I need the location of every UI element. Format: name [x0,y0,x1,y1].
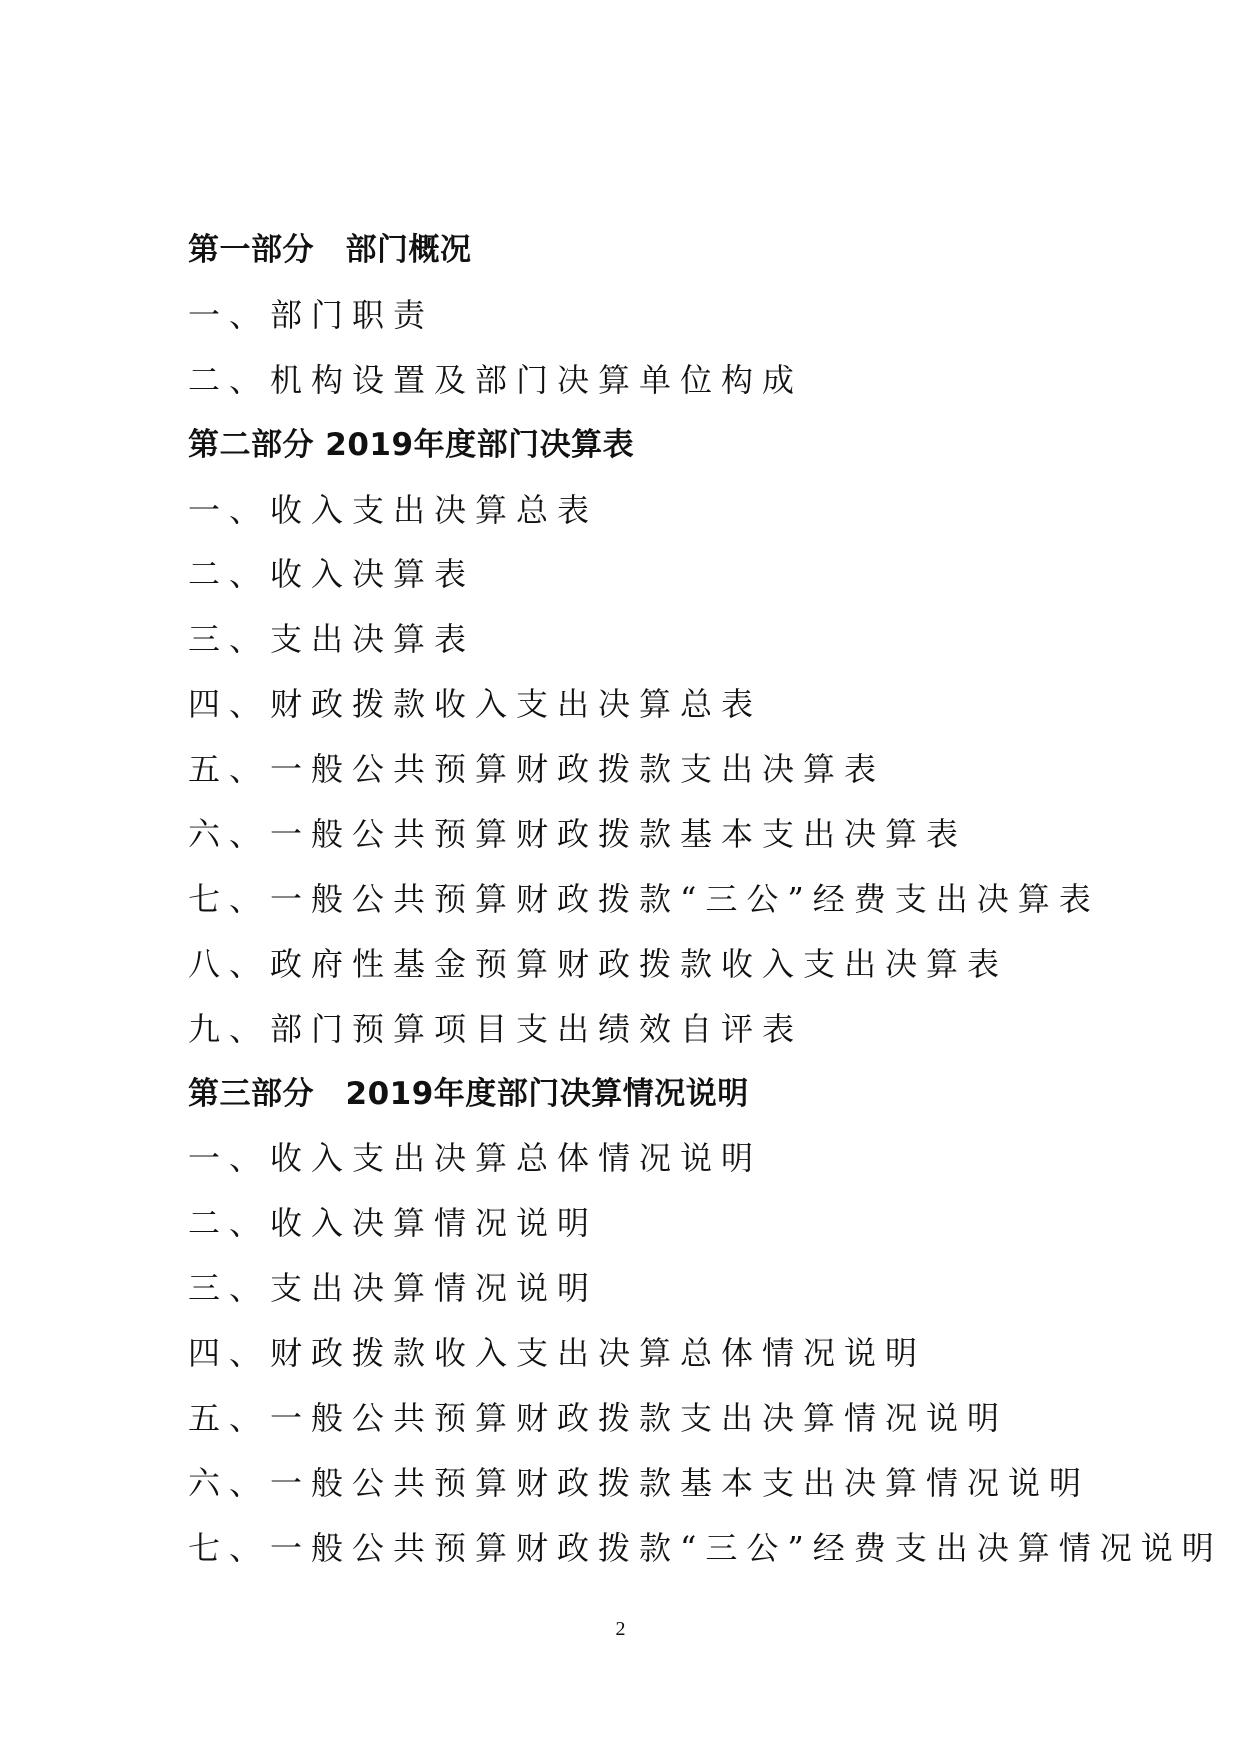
part-heading: 第二部分 2019年度部门决算表 [188,426,635,463]
toc-item: 五、一般公共预算财政拨款支出决算表 [188,750,886,789]
toc-item: 四、财政拨款收入支出决算总表 [188,685,763,724]
toc-item: 五、一般公共预算财政拨款支出决算情况说明 [188,1399,1009,1438]
toc-item: 七、一般公共预算财政拨款“三公”经费支出决算表 [188,879,1100,918]
toc-item: 三、支出决算表 [188,620,476,659]
table-of-contents [188,218,1223,1581]
toc-item: 四、财政拨款收入支出决算总体情况说明 [188,1334,927,1373]
toc-item: 六、一般公共预算财政拨款基本支出决算情况说明 [188,1463,1091,1502]
toc-item: 九、部门预算项目支出绩效自评表 [188,1009,804,1048]
toc-item: 一、收入支出决算总体情况说明 [188,1139,763,1178]
toc-item: 七、一般公共预算财政拨款“三公”经费支出决算情况说明 [188,1528,1223,1567]
toc-item: 八、政府性基金预算财政拨款收入支出决算表 [188,944,1009,983]
toc-item: 二、收入决算情况说明 [188,1204,599,1243]
part-heading: 第一部分 部门概况 [188,232,472,268]
toc-item: 六、一般公共预算财政拨款基本支出决算表 [188,815,968,854]
toc-item: 二、机构设置及部门决算单位构成 [188,360,804,399]
toc-item: 一、收入支出决算总表 [188,490,599,529]
toc-item: 一、部门职责 [188,295,435,334]
toc-item: 三、支出决算情况说明 [188,1269,599,1308]
part-heading: 第三部分 2019年度部门决算情况说明 [188,1075,749,1112]
page-number: 2 [615,1618,626,1640]
toc-item: 二、收入决算表 [188,555,476,594]
